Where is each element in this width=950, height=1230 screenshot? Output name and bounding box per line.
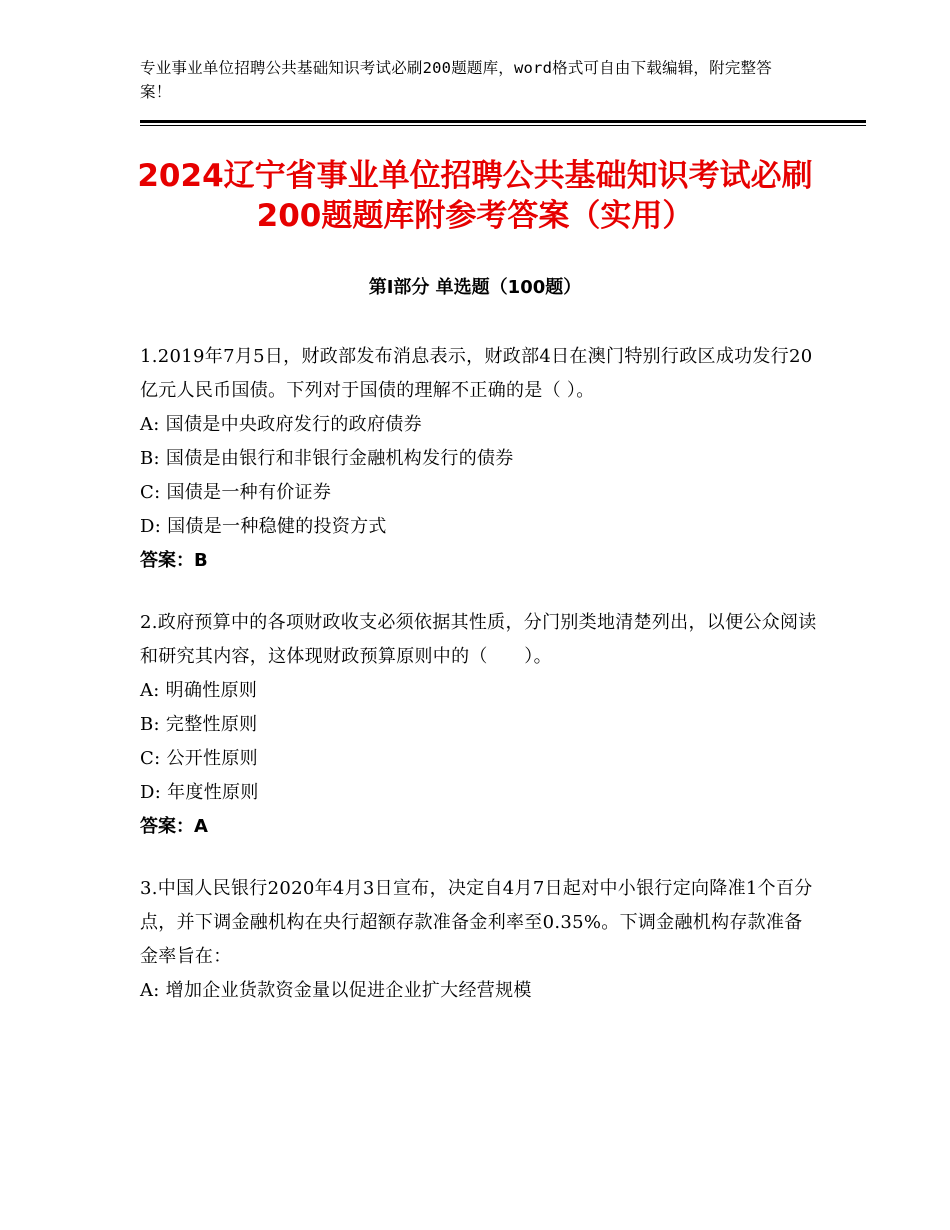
option-b: B: 国债是由银行和非银行金融机构发行的债券	[140, 448, 514, 469]
option-a: A: 国债是中央政府发行的政府债券	[140, 414, 422, 435]
document-title: 2024辽宁省事业单位招聘公共基础知识考试必刷200题题库附参考答案（实用）	[137, 158, 813, 234]
question-2	[140, 606, 820, 844]
question-text: 2.政府预算中的各项财政收支必须依据其性质，分门别类地清楚列出，以便公众阅读和研究其内容，这体现财政预算原则中的（ ）。	[140, 612, 817, 667]
option-d: D: 年度性原则	[140, 782, 259, 803]
option-c: C: 国债是一种有价证券	[140, 482, 332, 503]
header-rule-thin	[140, 125, 866, 126]
option-d: D: 国债是一种稳健的投资方式	[140, 516, 387, 537]
section-title: 第Ⅰ部分 单选题（100题）	[368, 277, 582, 298]
header-rule-thick	[140, 120, 866, 123]
question-1	[140, 340, 820, 578]
question-text: 3.中国人民银行2020年4月3日宣布，决定自4月7日起对中小银行定向降准1个百分点，并下调金融机构在央行超额存款准备金利率至0.35%。下调金融机构存款准备金率旨在：	[140, 878, 813, 967]
answer: 答案：B	[140, 550, 208, 571]
option-a: A: 增加企业货款资金量以促进企业扩大经营规模	[140, 980, 532, 1001]
option-b: B: 完整性原则	[140, 714, 258, 735]
question-3	[140, 872, 820, 1008]
option-a: A: 明确性原则	[140, 680, 258, 701]
header-note: 专业事业单位招聘公共基础知识考试必刷200题题库，word格式可自由下载编辑，附完整答案！	[140, 59, 772, 101]
answer: 答案：A	[140, 816, 208, 837]
question-list	[140, 340, 820, 1036]
question-text: 1.2019年7月5日，财政部发布消息表示，财政部4日在澳门特别行政区成功发行20亿元人民币国债。下列对于国债的理解不正确的是（ ）。	[140, 346, 813, 401]
option-c: C: 公开性原则	[140, 748, 258, 769]
